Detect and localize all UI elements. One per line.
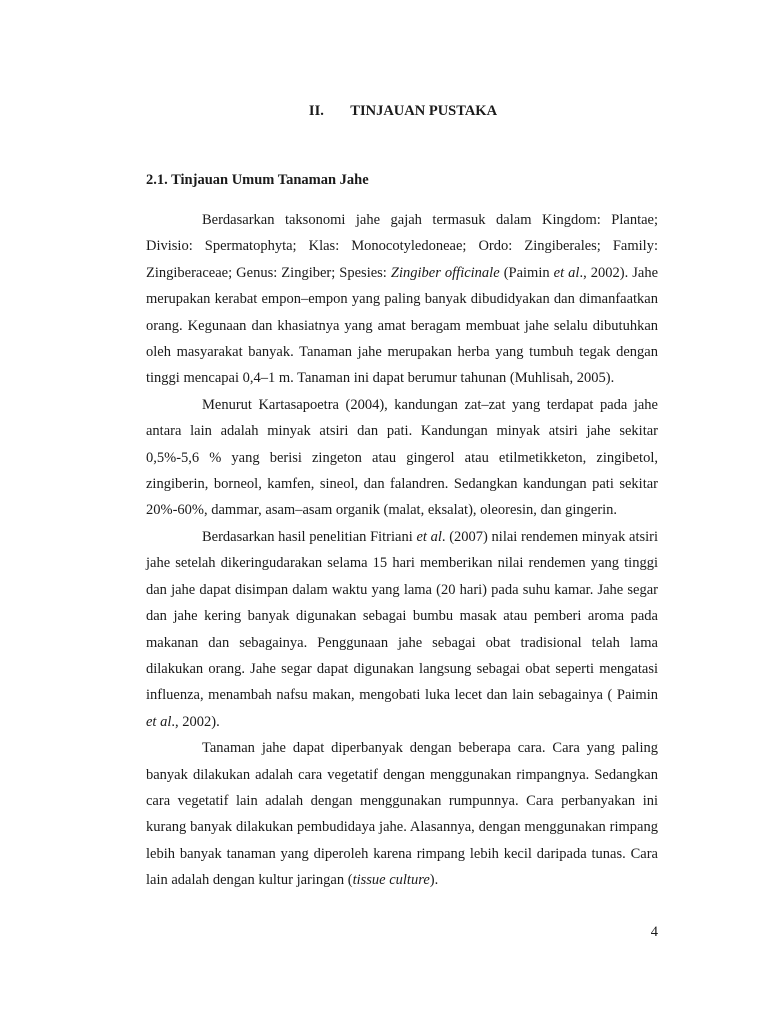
chapter-heading [0,103,768,120]
paragraph-4 [146,735,658,893]
et-al: et al [553,264,580,281]
body-text [146,207,658,894]
text-run: Berdasarkan taksonomi jahe gajah termasuk dalam Kingdom: Plantae; Divisio: Spermatophyta; Klas: Monocotyledoneae; Ordo: Zingiberales; Family: Zingiberaceae; Genus: Zingiber; Spesies: [146,212,658,281]
page-number: 4 [650,924,658,940]
italic-term: tissue culture [352,872,430,889]
paragraph-2 [146,392,658,524]
text-run: Berdasarkan hasil penelitian Fitriani [202,528,417,545]
et-al: et al [146,713,172,730]
text-run: ., 2002). Jahe merupakan kerabat empon–empon yang paling banyak dibudidyakan dan dimanfaatkan orang. Kegunaan dan khasiatnya yang amat beragam membuat jahe selalu dibutuhkan oleh masyarakat banyak. Tanaman jahe merupakan herba yang tumbuh tegak dengan tinggi mencapai 0,4–1 m. Tanaman ini dapat berumur tahunan (Muhlisah, 2005). [146,264,659,387]
chapter-title: TINJAUAN PUSTAKA [350,103,498,119]
text-run: ). [429,872,439,889]
text-run: Tanaman jahe dapat diperbanyak dengan beberapa cara. Cara yang paling banyak dilakukan adalah cara vegetatif dengan menggunakan rimpangnya. Sedangkan cara vegetatif lain adalah dengan menggunakan rumpunnya. Cara perbanyakan ini kurang banyak dilakukan pembudidaya jahe. Alasannya, dengan menggunakan rimpang lebih banyak tanaman yang diperoleh karena rimpang lebih kecil daripada tunas. Cara lain adalah dengan kultur jaringan ( [146,740,658,889]
species-name: Zingiber officinale [390,264,500,281]
text-run: . (2007) nilai rendemen minyak atsiri jahe setelah dikeringudarakan selama 15 hari memberikan nilai rendemen yang tinggi dan jahe dapat disimpan dalam waktu yang lama (20 hari) pada suhu kamar. Jahe segar dan jahe kering banyak digunakan sebagai bumbu masak atau pemberi aroma pada makanan dan sebagainya. Penggunaan jahe sebagai obat tradisional telah lama dilakukan orang. Jahe segar dapat digunakan langsung sebagai obat seperti mengatasi influenza, menambah nafsu makan, mengobati luka lecet dan lain sebagainya ( Paimin [146,528,659,704]
chapter-number: II. [308,103,324,119]
section-heading: 2.1. Tinjauan Umum Tanaman Jahe [146,172,369,188]
text-run: (Paimin [499,264,554,281]
et-al: et al [416,528,442,545]
paragraph-1 [146,207,658,392]
paragraph-3 [146,524,658,735]
text-run: ., 2002). [171,713,220,730]
text-run: Menurut Kartasapoetra (2004), kandungan zat–zat yang terdapat pada jahe antara lain adalah minyak atsiri dan pati. Kandungan minyak atsiri jahe sekitar 0,5%-5,6 % yang berisi zingeton atau gingerol atau etilmetikketon, zingibetol, zingiberin, borneol, kamfen, sineol, dan falandren. Sedangkan kandungan pati sekitar 20%-60%, dammar, asam–asam organik (malat, eksalat), oleoresin, dan gingerin. [146,396,658,519]
